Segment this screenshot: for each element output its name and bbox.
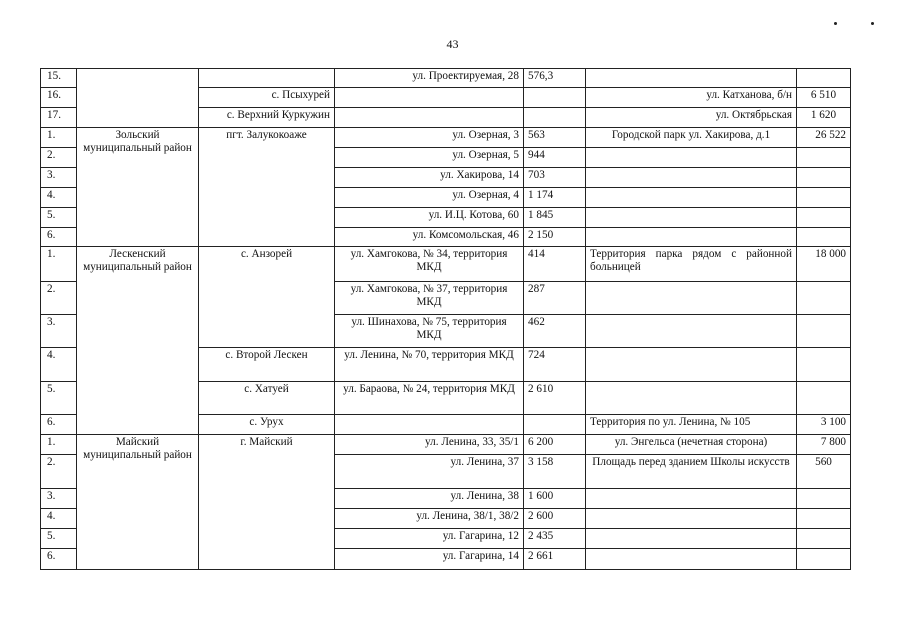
public-space-area-cell <box>797 382 851 415</box>
row-number: 17. <box>41 108 77 128</box>
settlement-cell: пгт. Залукокоаже <box>199 128 335 247</box>
public-space-cell <box>586 168 797 188</box>
area-cell: 414 <box>524 247 586 282</box>
row-number: 3. <box>41 489 77 509</box>
area-cell: 1 174 <box>524 188 586 208</box>
area-cell: 2 600 <box>524 509 586 529</box>
address-cell: ул. Хамгокова, № 37, территория МКД <box>335 282 524 315</box>
public-space-cell <box>586 529 797 549</box>
district-cell: Лескенский муниципальный район <box>77 247 199 435</box>
public-space-cell <box>586 315 797 348</box>
area-cell: 2 610 <box>524 382 586 415</box>
public-space-area-cell <box>797 529 851 549</box>
row-number: 3. <box>41 168 77 188</box>
settlement-cell: с. Верхний Куркужин <box>199 108 335 128</box>
area-cell: 703 <box>524 168 586 188</box>
address-cell: ул. Гагарина, 12 <box>335 529 524 549</box>
public-space-area-cell <box>797 228 851 247</box>
settlement-cell <box>199 69 335 88</box>
area-cell <box>524 108 586 128</box>
row-number: 2. <box>41 455 77 489</box>
row-number: 4. <box>41 509 77 529</box>
row-number: 1. <box>41 247 77 282</box>
row-number: 2. <box>41 282 77 315</box>
district-cell <box>77 69 199 128</box>
address-cell: ул. Шинахова, № 75, территория МКД <box>335 315 524 348</box>
scan-artifact <box>834 22 837 25</box>
table-row <box>41 69 851 88</box>
row-number: 1. <box>41 435 77 455</box>
row-number: 6. <box>41 228 77 247</box>
row-number: 6. <box>41 549 77 570</box>
area-cell <box>524 415 586 435</box>
address-cell <box>335 88 524 108</box>
area-cell: 1 845 <box>524 208 586 228</box>
district-cell: Майский муниципальный район <box>77 435 199 570</box>
settlement-cell: с. Второй Лескен <box>199 348 335 382</box>
public-space-cell: ул. Октябрьская <box>586 108 797 128</box>
settlement-cell: с. Хатуей <box>199 382 335 415</box>
public-space-cell: Городской парк ул. Хакирова, д.1 <box>586 128 797 148</box>
public-space-area-cell: 26 522 <box>797 128 851 148</box>
area-cell: 6 200 <box>524 435 586 455</box>
public-space-cell <box>586 69 797 88</box>
row-number: 5. <box>41 529 77 549</box>
address-cell: ул. Гагарина, 14 <box>335 549 524 570</box>
address-cell <box>335 415 524 435</box>
row-number: 4. <box>41 348 77 382</box>
public-space-cell: ул. Энгельса (нечетная сторона) <box>586 435 797 455</box>
settlement-cell: с. Урух <box>199 415 335 435</box>
scan-artifact <box>871 22 874 25</box>
row-number: 4. <box>41 188 77 208</box>
table-row <box>41 435 851 455</box>
public-space-cell: Территория парка рядом с районной больницей <box>586 247 797 282</box>
row-number: 16. <box>41 88 77 108</box>
public-space-cell <box>586 208 797 228</box>
public-space-area-cell: 7 800 <box>797 435 851 455</box>
public-space-cell <box>586 228 797 247</box>
address-cell: ул. Комсомольская, 46 <box>335 228 524 247</box>
settlement-cell: г. Майский <box>199 435 335 570</box>
settlement-cell: с. Псыхурей <box>199 88 335 108</box>
public-space-area-cell: 560 <box>797 455 851 489</box>
table-row <box>41 128 851 148</box>
public-space-area-cell <box>797 509 851 529</box>
public-space-cell: Территория по ул. Ленина, № 105 <box>586 415 797 435</box>
area-cell: 724 <box>524 348 586 382</box>
settlement-cell: с. Анзорей <box>199 247 335 348</box>
public-space-cell <box>586 282 797 315</box>
public-space-cell <box>586 188 797 208</box>
address-cell: ул. Хамгокова, № 34, территория МКД <box>335 247 524 282</box>
public-space-area-cell <box>797 69 851 88</box>
area-cell: 1 600 <box>524 489 586 509</box>
table-row <box>41 247 851 282</box>
public-space-area-cell: 18 000 <box>797 247 851 282</box>
public-space-area-cell <box>797 489 851 509</box>
area-cell: 576,3 <box>524 69 586 88</box>
public-space-area-cell <box>797 168 851 188</box>
district-cell: Зольский муниципальный район <box>77 128 199 247</box>
page-number: 43 <box>446 37 459 51</box>
public-space-cell <box>586 549 797 570</box>
public-space-cell <box>586 348 797 382</box>
public-space-cell: Площадь перед зданием Школы искусств <box>586 455 797 489</box>
public-space-area-cell: 6 510 <box>797 88 851 108</box>
address-cell: ул. Хакирова, 14 <box>335 168 524 188</box>
row-number: 15. <box>41 69 77 88</box>
address-cell <box>335 108 524 128</box>
row-number: 5. <box>41 208 77 228</box>
area-cell <box>524 88 586 108</box>
address-cell: ул. И.Ц. Котова, 60 <box>335 208 524 228</box>
public-space-area-cell <box>797 282 851 315</box>
address-cell: ул. Ленина, 38/1, 38/2 <box>335 509 524 529</box>
address-cell: ул. Бараова, № 24, территория МКД <box>335 382 524 415</box>
row-number: 5. <box>41 382 77 415</box>
area-cell: 2 661 <box>524 549 586 570</box>
area-cell: 462 <box>524 315 586 348</box>
public-space-area-cell <box>797 315 851 348</box>
area-cell: 3 158 <box>524 455 586 489</box>
row-number: 6. <box>41 415 77 435</box>
territories-table <box>40 68 851 570</box>
area-cell: 2 150 <box>524 228 586 247</box>
address-cell: ул. Ленина, 33, 35/1 <box>335 435 524 455</box>
public-space-cell <box>586 509 797 529</box>
public-space-cell: ул. Катханова, б/н <box>586 88 797 108</box>
public-space-area-cell <box>797 148 851 168</box>
address-cell: ул. Ленина, 37 <box>335 455 524 489</box>
area-cell: 563 <box>524 128 586 148</box>
public-space-cell <box>586 148 797 168</box>
address-cell: ул. Проектируемая, 28 <box>335 69 524 88</box>
address-cell: ул. Ленина, № 70, территория МКД <box>335 348 524 382</box>
public-space-area-cell <box>797 348 851 382</box>
public-space-cell <box>586 489 797 509</box>
address-cell: ул. Озерная, 5 <box>335 148 524 168</box>
row-number: 2. <box>41 148 77 168</box>
public-space-area-cell: 1 620 <box>797 108 851 128</box>
row-number: 3. <box>41 315 77 348</box>
public-space-area-cell <box>797 549 851 570</box>
area-cell: 944 <box>524 148 586 168</box>
public-space-cell <box>586 382 797 415</box>
area-cell: 287 <box>524 282 586 315</box>
public-space-area-cell <box>797 188 851 208</box>
row-number: 1. <box>41 128 77 148</box>
public-space-area-cell: 3 100 <box>797 415 851 435</box>
address-cell: ул. Озерная, 4 <box>335 188 524 208</box>
address-cell: ул. Озерная, 3 <box>335 128 524 148</box>
address-cell: ул. Ленина, 38 <box>335 489 524 509</box>
public-space-area-cell <box>797 208 851 228</box>
area-cell: 2 435 <box>524 529 586 549</box>
